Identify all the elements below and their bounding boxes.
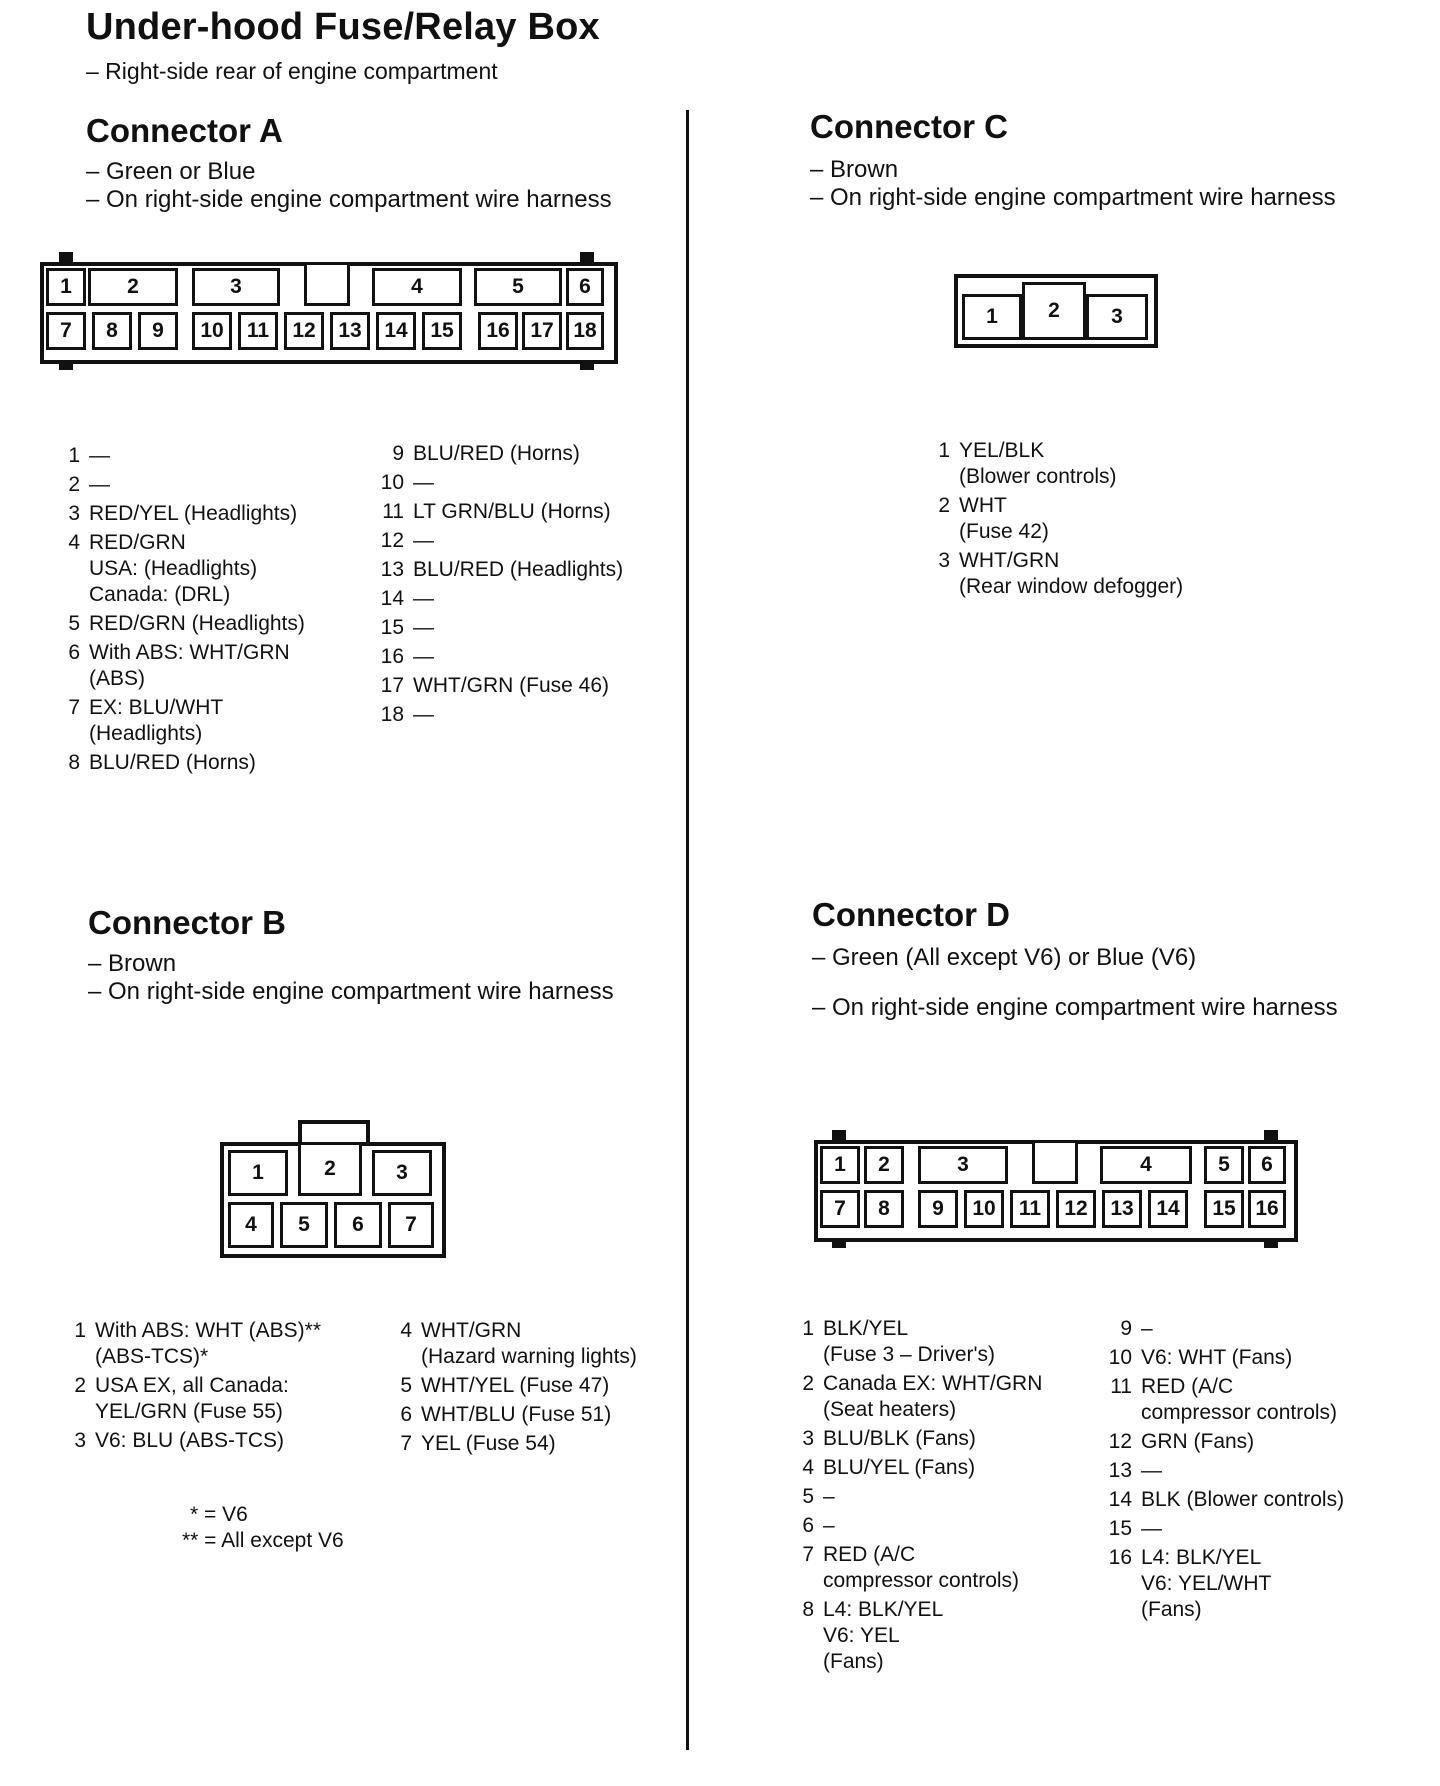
pin-line: BLK/YEL <box>823 1317 909 1340</box>
pin-line: GRN (Fans) <box>1141 1430 1255 1453</box>
connector-d-title: Connector D <box>812 896 1010 933</box>
pin-line: (ABS) <box>89 667 146 690</box>
pin-description <box>421 1373 688 1399</box>
pin-line: USA EX, all Canada: <box>95 1374 289 1397</box>
pin-description <box>413 615 680 641</box>
pin-number: 2 <box>68 473 80 496</box>
connector-a-cell: 13 <box>330 312 370 350</box>
pin-description <box>89 611 356 637</box>
pin-entry <box>380 644 680 670</box>
connector-b-cell: 7 <box>388 1202 434 1248</box>
pin-line: With ABS: WHT (ABS)** <box>95 1319 321 1342</box>
footnote-all-except-v6: ** = All except V6 <box>182 1529 344 1552</box>
pin-line: RED (A/C <box>823 1543 916 1566</box>
connector-a-cell: 6 <box>566 268 604 306</box>
connector-a-pins-left <box>56 443 356 779</box>
pin-number: 8 <box>802 1598 814 1621</box>
pin-line: V6: WHT (Fans) <box>1141 1346 1293 1369</box>
pin-entry <box>56 530 356 608</box>
connector-a-cell: 8 <box>92 312 132 350</box>
pin-entry <box>388 1373 688 1399</box>
connector-b-pins-right <box>388 1318 688 1460</box>
pin-number: 10 <box>1108 1346 1132 1369</box>
pin-line: RED (A/C <box>1141 1375 1234 1398</box>
pin-line: — <box>413 616 434 639</box>
pin-number: 7 <box>68 696 80 719</box>
pin-line: USA: (Headlights) <box>89 557 258 580</box>
connector-b-cell: 3 <box>372 1150 432 1196</box>
connector-d-cell: 10 <box>964 1190 1004 1228</box>
pin-line: YEL/GRN (Fuse 55) <box>95 1400 283 1423</box>
connector-a-location: – On right-side engine compartment wire harness <box>86 186 612 213</box>
connector-d-pins-left <box>790 1316 1110 1678</box>
connector-d-desc <box>812 944 1338 1022</box>
pin-description <box>413 528 680 554</box>
pin-line: — <box>413 703 434 726</box>
pin-line: (Hazard warning lights) <box>421 1345 637 1368</box>
connector-d-cell: 11 <box>1010 1190 1050 1228</box>
pin-line: BLU/RED (Horns) <box>89 751 256 774</box>
pin-entry <box>56 640 356 692</box>
pin-number: 1 <box>74 1319 86 1342</box>
footnote-v6: * = V6 <box>190 1503 248 1526</box>
pin-number: 3 <box>802 1427 814 1450</box>
pin-description <box>823 1426 1110 1452</box>
pin-entry <box>380 470 680 496</box>
pin-description <box>823 1542 1110 1594</box>
pin-line: WHT/GRN <box>421 1319 522 1342</box>
pin-description <box>823 1316 1110 1368</box>
pin-entry <box>56 501 356 527</box>
pin-description <box>95 1428 372 1454</box>
pin-number: 8 <box>68 751 80 774</box>
pin-entry <box>380 615 680 641</box>
pin-line: (ABS-TCS)* <box>95 1345 209 1368</box>
pin-number: 14 <box>380 587 404 610</box>
connector-a-color: – Green or Blue <box>86 158 256 185</box>
pin-number: 16 <box>1108 1546 1132 1569</box>
pin-line: BLK (Blower controls) <box>1141 1488 1345 1511</box>
pin-line: WHT/GRN (Fuse 46) <box>413 674 610 697</box>
pin-line: — <box>413 645 434 668</box>
pin-number: 4 <box>802 1456 814 1479</box>
connector-a-cell: 1 <box>46 268 86 306</box>
connector-b-cell: 1 <box>228 1150 288 1196</box>
pin-number: 11 <box>1110 1375 1132 1398</box>
pin-number: 6 <box>400 1403 412 1426</box>
pin-number: 4 <box>68 531 80 554</box>
pin-number: 3 <box>74 1429 86 1452</box>
pin-number: 5 <box>68 612 80 635</box>
pin-entry <box>790 1513 1110 1539</box>
connector-a-title: Connector A <box>86 112 283 149</box>
pin-number: 6 <box>802 1514 814 1537</box>
pin-description <box>421 1431 688 1457</box>
pin-number: 1 <box>68 444 80 467</box>
connector-b-pins-left <box>62 1318 372 1457</box>
connector-c-cell: 1 <box>962 294 1022 340</box>
pin-entry <box>790 1484 1110 1510</box>
pin-entry <box>62 1428 372 1454</box>
pin-number: 3 <box>938 549 950 572</box>
connector-b-cell: 6 <box>334 1202 382 1248</box>
pin-number: 4 <box>400 1319 412 1342</box>
pin-line: (Seat heaters) <box>823 1398 957 1421</box>
pin-description <box>421 1318 688 1370</box>
pin-description <box>1141 1374 1428 1426</box>
pin-description <box>413 557 680 583</box>
pin-description <box>959 493 1246 545</box>
connector-a-cell: 14 <box>376 312 416 350</box>
connector-c-desc <box>810 156 1336 212</box>
page-subtitle: – Right-side rear of engine compartment <box>86 58 498 84</box>
pin-line: V6: YEL/WHT <box>1141 1572 1272 1595</box>
pin-number: 18 <box>380 703 404 726</box>
pin-description <box>1141 1458 1428 1484</box>
connector-d-empty-cell <box>1032 1140 1078 1184</box>
connector-c-title: Connector C <box>810 108 1008 145</box>
connector-d-cell: 5 <box>1204 1146 1244 1184</box>
pin-entry <box>56 750 356 776</box>
pin-entry <box>380 441 680 467</box>
pin-entry <box>1108 1316 1428 1342</box>
pin-entry <box>926 438 1246 490</box>
pin-entry <box>56 695 356 747</box>
pin-entry <box>1108 1458 1428 1484</box>
connector-c-pins <box>926 438 1246 603</box>
pin-line: – <box>823 1514 835 1537</box>
pin-number: 1 <box>938 439 950 462</box>
pin-description <box>823 1371 1110 1423</box>
pin-line: (Fans) <box>1141 1598 1202 1621</box>
connector-b-desc <box>88 950 614 1006</box>
pin-entry <box>1108 1374 1428 1426</box>
pin-line: — <box>413 471 434 494</box>
pin-description <box>89 640 356 692</box>
connector-a-cell: 7 <box>46 312 86 350</box>
pin-line: V6: YEL <box>823 1624 900 1647</box>
connector-b-cell: 2 <box>298 1142 362 1196</box>
pin-entry <box>380 557 680 583</box>
pin-entry <box>1108 1429 1428 1455</box>
pin-line: BLU/YEL (Fans) <box>823 1456 976 1479</box>
pin-entry <box>1108 1487 1428 1513</box>
pin-description <box>89 501 356 527</box>
pin-description <box>89 695 356 747</box>
pin-entry <box>388 1431 688 1457</box>
connector-a-cell: 17 <box>522 312 562 350</box>
pin-description <box>1141 1516 1428 1542</box>
pin-entry <box>1108 1345 1428 1371</box>
connector-d-cell: 9 <box>918 1190 958 1228</box>
connector-d-cell: 4 <box>1100 1146 1192 1184</box>
connector-c-cell: 2 <box>1022 282 1086 340</box>
pin-description <box>95 1373 372 1425</box>
connector-b-location: – On right-side engine compartment wire harness <box>88 978 614 1005</box>
pin-description <box>421 1402 688 1428</box>
pin-line: — <box>89 473 110 496</box>
connector-d-cell: 16 <box>1248 1190 1286 1228</box>
connector-d-location: – On right-side engine compartment wire harness <box>812 994 1338 1021</box>
pin-number: 11 <box>382 500 404 523</box>
connector-a-cell: 3 <box>192 268 280 306</box>
pin-line: — <box>413 587 434 610</box>
pin-entry <box>56 443 356 469</box>
pin-number: 5 <box>802 1485 814 1508</box>
pin-line: RED/YEL (Headlights) <box>89 502 298 525</box>
pin-line: LT GRN/BLU (Horns) <box>413 500 611 523</box>
pin-entry <box>380 499 680 525</box>
pin-line: — <box>413 529 434 552</box>
pin-number: 13 <box>380 558 404 581</box>
pin-line: BLU/RED (Horns) <box>413 442 580 465</box>
pin-line: (Fans) <box>823 1650 884 1673</box>
connector-d-cell: 2 <box>864 1146 904 1184</box>
pin-number: 16 <box>380 645 404 668</box>
pin-description <box>959 438 1246 490</box>
pin-number: 9 <box>1120 1317 1132 1340</box>
pin-line: Canada: (DRL) <box>89 583 231 606</box>
connector-c-cell: 3 <box>1086 294 1148 340</box>
pin-entry <box>388 1318 688 1370</box>
pin-description <box>823 1455 1110 1481</box>
connector-d-color: – Green (All except V6) or Blue (V6) <box>812 944 1197 971</box>
pin-description <box>89 443 356 469</box>
pin-entry <box>380 586 680 612</box>
connector-d-cell: 6 <box>1248 1146 1286 1184</box>
pin-line: L4: BLK/YEL <box>823 1598 944 1621</box>
pin-entry <box>926 493 1246 545</box>
pin-line: WHT/YEL (Fuse 47) <box>421 1374 610 1397</box>
connector-b-color: – Brown <box>88 950 177 977</box>
connector-a-cell: 15 <box>422 312 462 350</box>
pin-number: 5 <box>400 1374 412 1397</box>
connector-a-cell: 2 <box>88 268 178 306</box>
pin-line: compressor controls) <box>1141 1401 1338 1424</box>
pin-description <box>1141 1345 1428 1371</box>
pin-description <box>95 1318 372 1370</box>
pin-line: With ABS: WHT/GRN <box>89 641 290 664</box>
connector-b-notes <box>182 1502 344 1554</box>
connector-a-cell: 9 <box>138 312 178 350</box>
pin-description <box>1141 1545 1428 1623</box>
pin-description <box>959 548 1246 600</box>
connector-b-cell: 4 <box>228 1202 274 1248</box>
pin-line: compressor controls) <box>823 1569 1020 1592</box>
pin-entry <box>790 1455 1110 1481</box>
pin-entry <box>388 1402 688 1428</box>
pin-description <box>1141 1316 1428 1342</box>
connector-a-cell: 16 <box>478 312 518 350</box>
pin-entry <box>790 1371 1110 1423</box>
pin-number: 2 <box>802 1372 814 1395</box>
pin-line: — <box>89 444 110 467</box>
pin-description <box>413 441 680 467</box>
connector-d-cell: 8 <box>864 1190 904 1228</box>
pin-line: BLU/BLK (Fans) <box>823 1427 976 1450</box>
pin-line: RED/GRN <box>89 531 186 554</box>
pin-entry <box>926 548 1246 600</box>
pin-line: (Blower controls) <box>959 465 1117 488</box>
pin-description <box>1141 1487 1428 1513</box>
connector-b-title: Connector B <box>88 904 286 941</box>
connector-a-cell: 12 <box>284 312 324 350</box>
connector-d-cell: 3 <box>918 1146 1008 1184</box>
pin-description <box>1141 1429 1428 1455</box>
connector-d-cell: 15 <box>1204 1190 1244 1228</box>
connector-d-cell: 13 <box>1102 1190 1142 1228</box>
pin-description <box>413 702 680 728</box>
pin-number: 13 <box>1108 1459 1132 1482</box>
connector-d-cell: 14 <box>1148 1190 1188 1228</box>
pin-description <box>413 586 680 612</box>
pin-number: 12 <box>380 529 404 552</box>
pin-entry <box>380 673 680 699</box>
connector-a-cell: 10 <box>192 312 232 350</box>
connector-a-cell: 5 <box>474 268 562 306</box>
pin-number: 7 <box>400 1432 412 1455</box>
pin-line: — <box>1141 1517 1162 1540</box>
pin-line: L4: BLK/YEL <box>1141 1546 1262 1569</box>
pin-line: (Headlights) <box>89 722 203 745</box>
connector-a-cell: 11 <box>238 312 278 350</box>
connector-a-desc <box>86 158 612 214</box>
pin-number: 6 <box>68 641 80 664</box>
pin-number: 2 <box>74 1374 86 1397</box>
connector-c-location: – On right-side engine compartment wire harness <box>810 184 1336 211</box>
pin-description <box>413 470 680 496</box>
pin-description <box>413 673 680 699</box>
pin-number: 15 <box>1108 1517 1132 1540</box>
pin-description <box>89 750 356 776</box>
pin-number: 14 <box>1108 1488 1132 1511</box>
pin-entry <box>790 1426 1110 1452</box>
connector-d-cell: 7 <box>820 1190 860 1228</box>
pin-entry <box>790 1597 1110 1675</box>
pin-entry <box>380 702 680 728</box>
pin-line: – <box>1141 1317 1153 1340</box>
pin-entry <box>56 472 356 498</box>
pin-line: (Fuse 42) <box>959 520 1049 543</box>
connector-b-cell: 5 <box>280 1202 328 1248</box>
pin-line: — <box>1141 1459 1162 1482</box>
pin-line: V6: BLU (ABS-TCS) <box>95 1429 285 1452</box>
pin-number: 17 <box>380 674 404 697</box>
pin-line: – <box>823 1485 835 1508</box>
pin-entry <box>1108 1516 1428 1542</box>
pin-line: BLU/RED (Headlights) <box>413 558 624 581</box>
pin-description <box>823 1484 1110 1510</box>
pin-line: WHT/BLU (Fuse 51) <box>421 1403 612 1426</box>
pin-entry <box>790 1542 1110 1594</box>
connector-d-pins-right <box>1108 1316 1428 1626</box>
pin-entry <box>1108 1545 1428 1623</box>
pin-description <box>89 472 356 498</box>
pin-number: 10 <box>380 471 404 494</box>
page-title: Under-hood Fuse/Relay Box <box>86 6 600 48</box>
pin-line: YEL/BLK <box>959 439 1045 462</box>
pin-description <box>413 499 680 525</box>
connector-a-cell: 18 <box>566 312 604 350</box>
pin-number: 1 <box>802 1317 814 1340</box>
pin-line: (Rear window defogger) <box>959 575 1184 598</box>
pin-number: 12 <box>1108 1430 1132 1453</box>
pin-number: 7 <box>802 1543 814 1566</box>
pin-entry <box>380 528 680 554</box>
pin-number: 2 <box>938 494 950 517</box>
pin-line: YEL (Fuse 54) <box>421 1432 556 1455</box>
connector-a-empty-cell <box>304 262 350 306</box>
pin-entry <box>790 1316 1110 1368</box>
connector-a-pins-right <box>380 441 680 731</box>
pin-number: 15 <box>380 616 404 639</box>
pin-number: 3 <box>68 502 80 525</box>
connector-d-cell: 1 <box>820 1146 860 1184</box>
pin-description <box>823 1513 1110 1539</box>
pin-line: EX: BLU/WHT <box>89 696 224 719</box>
center-divider <box>686 110 689 1750</box>
pin-description <box>413 644 680 670</box>
connector-a-cell: 4 <box>372 268 462 306</box>
pin-line: Canada EX: WHT/GRN <box>823 1372 1043 1395</box>
pin-entry <box>62 1318 372 1370</box>
connector-c-color: – Brown <box>810 156 899 183</box>
pin-line: WHT <box>959 494 1007 517</box>
pin-line: WHT/GRN <box>959 549 1060 572</box>
pin-number: 9 <box>392 442 404 465</box>
pin-entry <box>62 1373 372 1425</box>
pin-line: RED/GRN (Headlights) <box>89 612 305 635</box>
connector-d-cell: 12 <box>1056 1190 1096 1228</box>
pin-description <box>823 1597 1110 1675</box>
pin-entry <box>56 611 356 637</box>
pin-description <box>89 530 356 608</box>
pin-line: (Fuse 3 – Driver's) <box>823 1343 996 1366</box>
